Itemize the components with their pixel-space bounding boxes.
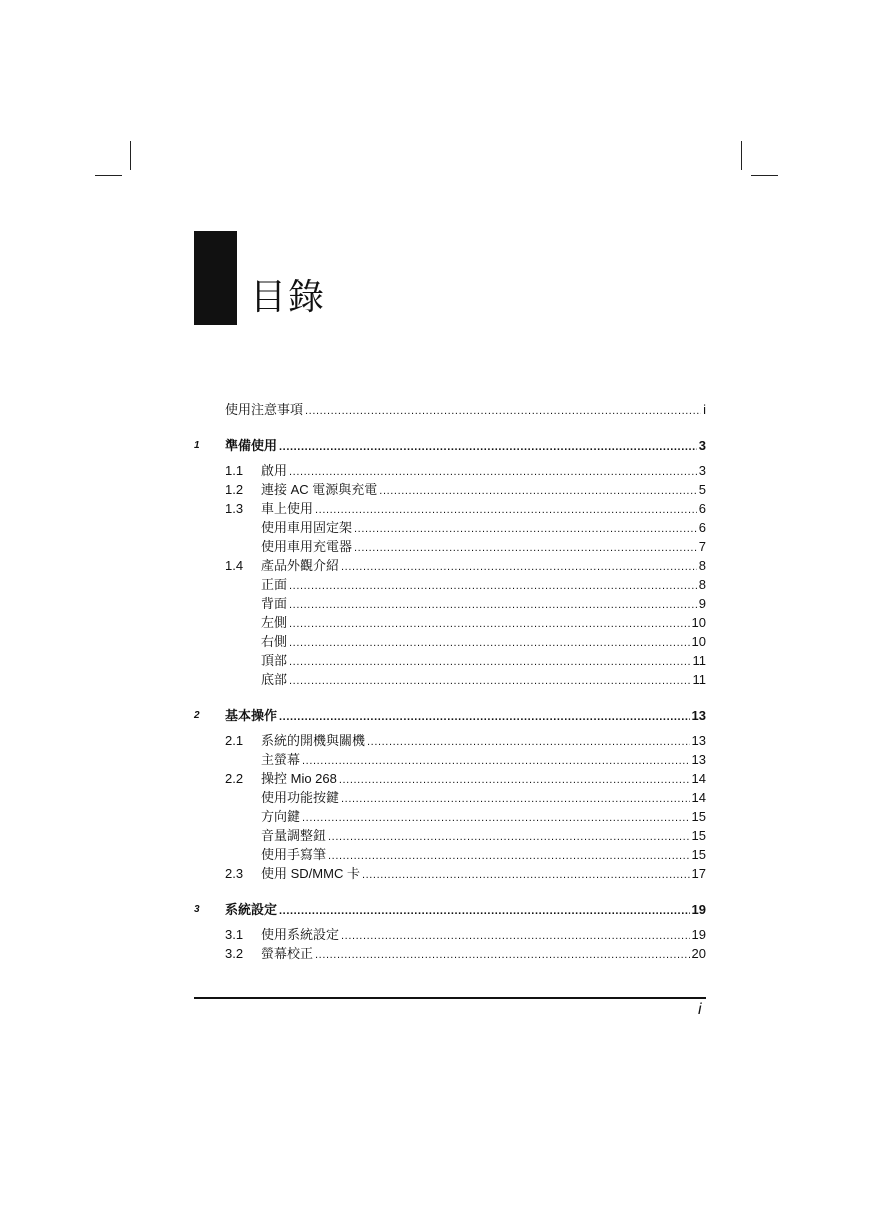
toc-page-number: 7 [698,539,706,554]
toc-page-number: 11 [692,672,706,687]
crop-mark-top-right-horizontal [751,175,778,176]
toc-dot-leader [305,402,701,421]
toc-subentry-row[interactable] [194,788,706,807]
toc-page-number: 10 [691,634,706,649]
toc-section-row[interactable] [194,944,706,963]
toc-entry-label: 使用 SD/MMC 卡 [261,866,360,881]
toc-page-number: 19 [691,902,706,917]
toc-chapter-row[interactable] [194,436,706,455]
toc-section-number: 1.2 [225,482,244,497]
toc-page-number: 3 [698,463,706,478]
toc-page-number: 13 [691,733,706,748]
toc-section-number: 1.4 [225,558,244,573]
toc-chapter-row[interactable] [194,900,706,919]
toc-page-number: 14 [691,771,706,786]
toc-section-number: 2.1 [225,733,244,748]
toc-subentry-row[interactable] [194,670,706,689]
toc-entry-label: 正面 [261,577,288,592]
toc-subentry-row[interactable] [194,575,706,594]
toc-page-number: 3 [698,438,706,453]
toc-section-number: 1.3 [225,501,244,516]
toc-chapter-number: 2 [194,710,200,721]
toc-subentry-row[interactable] [194,518,706,537]
toc-section-row[interactable] [194,480,706,499]
toc-page-number: 13 [691,708,706,723]
toc-page-number: 20 [691,946,706,961]
toc-entry-label: 啟用 [261,463,288,478]
toc-section-number: 3.2 [225,946,244,961]
toc-section-row[interactable] [194,864,706,883]
toc-section-row[interactable] [194,731,706,750]
toc-entry-label: 使用車用充電器 [261,539,353,554]
toc-page-number: i [703,402,706,417]
toc-page-number: 8 [698,558,706,573]
toc-page-number: 14 [691,790,706,805]
crop-mark-top-right-vertical [741,141,742,170]
footer-rule [194,997,706,999]
toc-page-number: 5 [698,482,706,497]
toc-page-number: 19 [691,927,706,942]
toc-page-number: 15 [691,809,706,824]
toc-entry-label: 準備使用 [225,438,278,453]
crop-mark-top-left-vertical [130,141,131,170]
toc-section-row[interactable] [194,461,706,480]
toc-entry-label: 使用注意事項 [225,402,304,417]
toc-entry-label: 主螢幕 [261,752,301,767]
toc-entry-label: 操控 Mio 268 [261,771,337,786]
toc-entry-label: 音量調整鈕 [261,828,327,843]
toc-subentry-row[interactable] [194,826,706,845]
toc-page-number: 15 [691,847,706,862]
toc-entry-label: 系統設定 [225,902,278,917]
toc-page-number: 10 [691,615,706,630]
toc-entry-label: 方向鍵 [261,809,301,824]
toc-entry-label: 基本操作 [225,708,278,723]
toc-dot-leader [279,902,690,921]
toc-page-number: 13 [691,752,706,767]
toc-entry-label: 背面 [261,596,288,611]
toc-section-number: 3.1 [225,927,244,942]
toc-front-row[interactable] [194,400,706,419]
toc-entry-label: 使用車用固定架 [261,520,353,535]
toc-chapter-number: 1 [194,440,200,451]
toc-chapter-row[interactable] [194,706,706,725]
toc-subentry-row[interactable] [194,632,706,651]
toc-dot-leader [279,708,690,727]
toc-subentry-row[interactable] [194,845,706,864]
toc-entry-label: 頂部 [261,653,288,668]
toc-subentry-row[interactable] [194,750,706,769]
toc-section-number: 2.2 [225,771,244,786]
toc-entry-label: 底部 [261,672,288,687]
toc-entry-label: 使用功能按鍵 [261,790,340,805]
toc-subentry-row[interactable] [194,613,706,632]
toc-entry-label: 螢幕校正 [261,946,314,961]
toc-dot-leader [315,946,690,965]
toc-page-number: 6 [698,520,706,535]
toc-entry-label: 系統的開機與關機 [261,733,366,748]
toc-section-number: 2.3 [225,866,244,881]
toc-dot-leader [362,866,690,885]
toc-entry-label: 右側 [261,634,288,649]
toc-dot-leader [289,672,690,691]
toc-page-number: 17 [691,866,706,881]
toc-section-row[interactable] [194,556,706,575]
toc-page-number: 11 [692,653,706,668]
toc-subentry-row[interactable] [194,807,706,826]
toc-entry-label: 車上使用 [261,501,314,516]
toc-entry-label: 產品外觀介紹 [261,558,340,573]
toc-entry-label: 使用系統設定 [261,927,340,942]
toc-page-number: 9 [698,596,706,611]
toc-subentry-row[interactable] [194,537,706,556]
toc-page-number: 6 [698,501,706,516]
toc-page-number: 15 [691,828,706,843]
toc-entry-label: 左側 [261,615,288,630]
toc-entry-label: 使用手寫筆 [261,847,327,862]
toc-section-row[interactable] [194,499,706,518]
toc-entry-label: 連接 AC 電源與充電 [261,482,378,497]
toc-subentry-row[interactable] [194,594,706,613]
title-black-bar [194,231,237,325]
toc-chapter-number: 3 [194,904,200,915]
footer-page-number: i [698,1001,702,1018]
toc-section-row[interactable] [194,925,706,944]
toc-dot-leader [279,438,697,457]
toc-subentry-row[interactable] [194,651,706,670]
toc-page-number: 8 [698,577,706,592]
page-title: 目錄 [250,277,327,318]
toc-section-row[interactable] [194,769,706,788]
crop-mark-top-left-horizontal [95,175,122,176]
toc-section-number: 1.1 [225,463,244,478]
